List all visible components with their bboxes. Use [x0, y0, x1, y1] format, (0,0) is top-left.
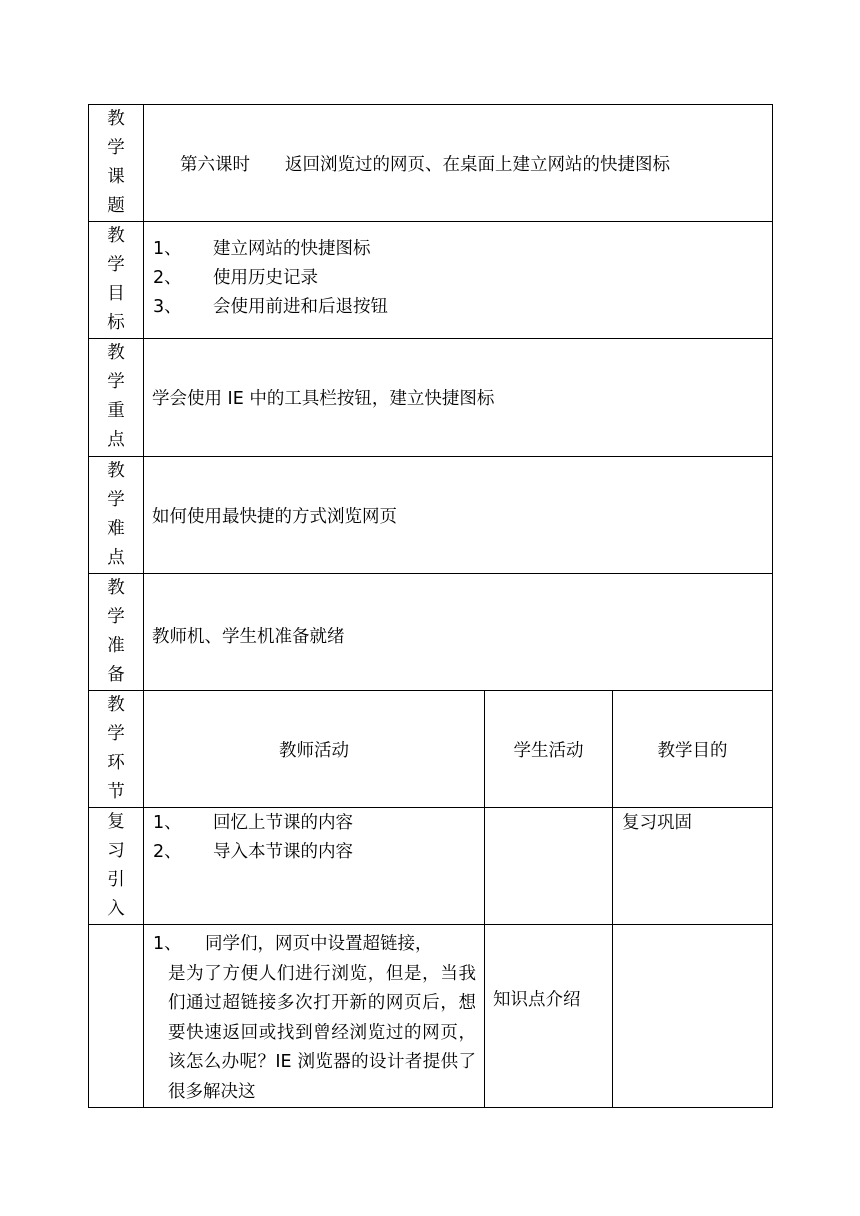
objectives-list: [144, 222, 772, 322]
review-label: 复 习 引 入: [89, 808, 144, 925]
lesson-plan-table: [88, 104, 773, 1108]
stages-label: 教 学 环 节: [89, 691, 144, 808]
list-item: 2、 导入本节课的内容: [153, 842, 353, 862]
teaching-purpose-header: 教学目的: [613, 691, 773, 808]
difficulties-label: 教 学 难 点: [89, 457, 144, 574]
list-item: 1、 回忆上节课的内容: [153, 813, 353, 833]
lesson-paragraph: 1、 同学们，网页中设置超链接， 是为了方便人们进行浏览，但是，当我们通过超链接多次打开新的网页后，想要快速返回或找到曾经浏览过的网页，该怎么办呢？IE 浏览器的设计者提供了很多解决这: [153, 934, 476, 1102]
preparation-label: 教 学 准 备: [89, 574, 144, 691]
topic-cell: [144, 105, 772, 221]
lesson-title: 第六课时 返回浏览过的网页、在桌面上建立网站的快捷图标: [180, 154, 670, 175]
key-points-row: [89, 339, 773, 457]
difficulties-cell: 如何使用最快捷的方式浏览网页: [152, 506, 397, 527]
key-points-cell: 学会使用 IE 中的工具栏按钮，建立快捷图标: [152, 389, 495, 409]
list-item: 2、 使用历史记录: [153, 268, 318, 288]
topic-label: 教 学 课 题: [89, 105, 144, 222]
topic-row: [89, 105, 773, 222]
lesson-purpose-cell: [613, 925, 773, 1108]
review-student-cell: [485, 808, 613, 925]
objectives-label: 教 学 目 标: [89, 222, 144, 339]
lesson-student-cell: 知识点介绍: [485, 925, 613, 1108]
difficulties-row: [89, 457, 773, 574]
list-item: 3、 会使用前进和后退按钮: [153, 297, 388, 317]
key-points-label: 教 学 重 点: [89, 339, 144, 457]
lesson-row: [89, 925, 773, 1108]
preparation-cell: 教师机、学生机准备就绪: [152, 626, 345, 647]
stages-header-row: [89, 691, 773, 808]
review-row: [89, 808, 773, 925]
objectives-row: [89, 222, 773, 339]
student-activity-header: 学生活动: [485, 691, 613, 808]
preparation-row: [89, 574, 773, 691]
review-purpose-cell: 复习巩固: [613, 808, 773, 925]
teacher-activity-header: 教师活动: [144, 691, 485, 808]
list-item: 1、 建立网站的快捷图标: [153, 239, 371, 259]
review-list: [144, 808, 484, 867]
lesson-label: [89, 925, 144, 1108]
